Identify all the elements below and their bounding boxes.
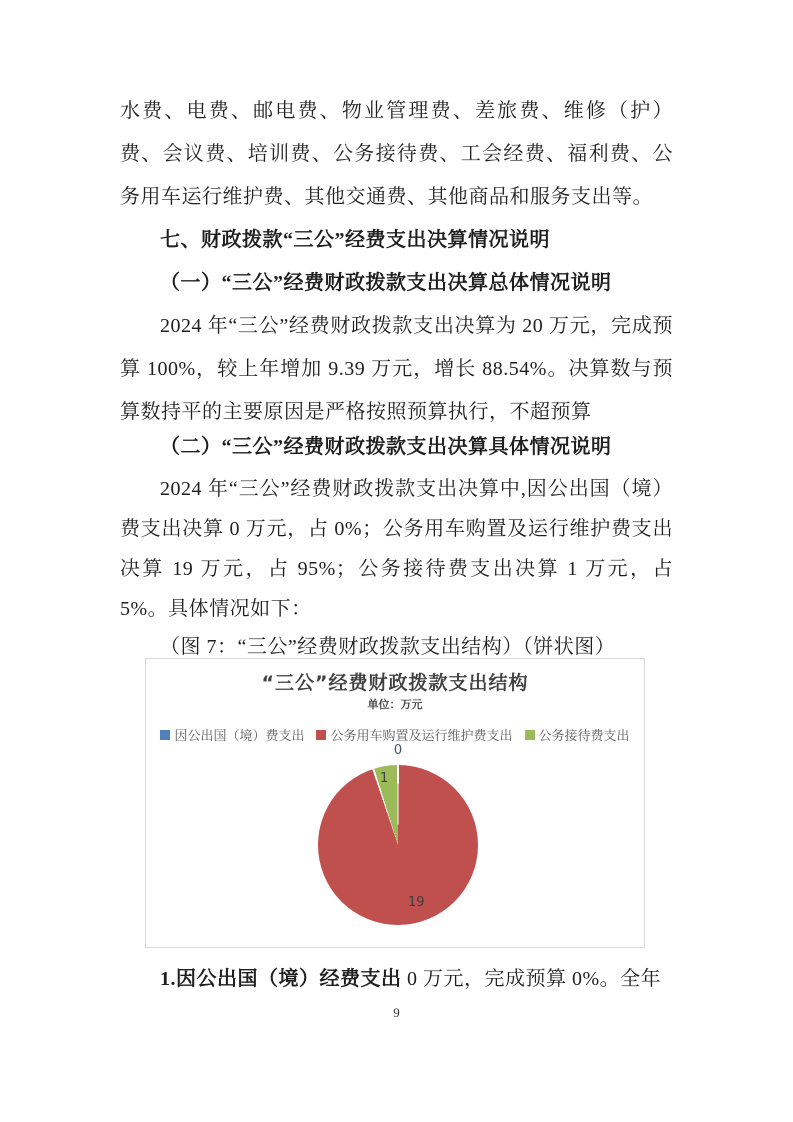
- legend-label: 公务接待费支出: [538, 729, 630, 744]
- legend-label: 公务用车购置及运行维护费支出: [330, 729, 513, 744]
- section-heading-seven: 七、财政拨款“三公”经费支出决算情况说明: [160, 229, 550, 251]
- pie-circle: [318, 765, 478, 925]
- legend-item-reception: [525, 725, 630, 744]
- paragraph-overall-situation: 2024 年“三公”经费财政拨款支出决算为 20 万元，完成预算 100%，较上年增加 9.39 万元，增长 88.54%。决算数与预算数持平的主要原因是严格按照预算执行，不超预算: [120, 315, 673, 423]
- data-label-reception: 1: [380, 771, 389, 786]
- legend-swatch-blue-icon: [160, 730, 170, 740]
- figure-pie-chart: [145, 658, 645, 948]
- paragraph-abroad-expense: [120, 958, 673, 1001]
- legend-item-abroad: [160, 725, 304, 744]
- legend-swatch-green-icon: [525, 730, 535, 740]
- paragraph-expense-list: 水费、电费、邮电费、物业管理费、差旅费、维修（护）费、会议费、培训费、公务接待费、工会经费、福利费、公务用车运行维护费、其他交通费、其他商品和服务支出等。: [120, 100, 673, 208]
- paragraph-abroad-expense-rest: 0 万元，完成预算 0%。全年: [401, 968, 662, 990]
- chart-unit-label: 单位：万元: [367, 698, 423, 711]
- page-number: 9: [393, 1005, 400, 1020]
- chart-title: “三公”经费财政拨款支出结构: [261, 672, 529, 694]
- chart-legend: [146, 725, 644, 744]
- figure-caption: （图 7：“三公”经费财政拨款支出结构）（饼状图）: [160, 636, 616, 658]
- paragraph-detail-breakdown: 2024 年“三公”经费财政拨款支出决算中,因公出国（境）费支出决算 0 万元，占 0%；公务用车购置及运行维护费支出决算 19 万元，占 95%；公务接待费支出决算 1 万元，占 5%。具体情况如下：: [120, 478, 673, 620]
- legend-item-vehicle: [316, 725, 512, 744]
- pie-plot-area: [318, 743, 478, 925]
- legend-label: 因公出国（境）费支出: [174, 729, 305, 744]
- data-label-vehicle: 19: [408, 895, 425, 910]
- subsection-heading-one: （一）“三公”经费财政拨款支出决算总体情况说明: [160, 272, 612, 294]
- paragraph-abroad-expense-lead: 1.因公出国（境）经费支出: [160, 968, 402, 990]
- subsection-heading-two: （二）“三公”经费财政拨款支出决算具体情况说明: [160, 436, 612, 458]
- legend-swatch-red-icon: [316, 730, 326, 740]
- data-label-abroad: 0: [393, 743, 403, 758]
